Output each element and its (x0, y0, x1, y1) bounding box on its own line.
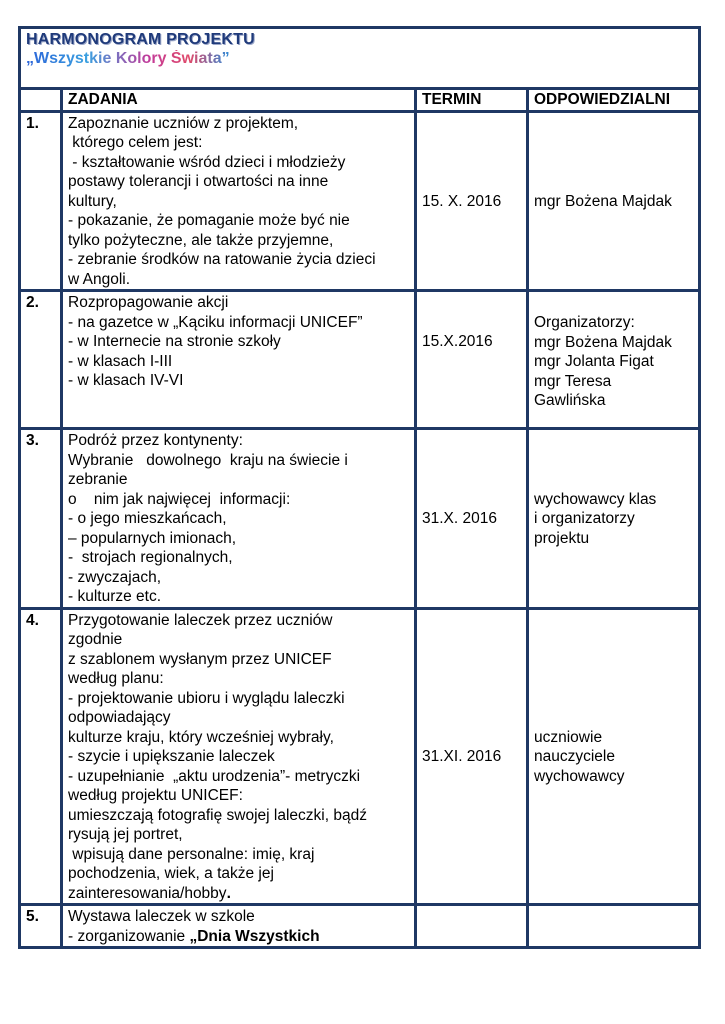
header-num-cell (20, 89, 62, 112)
title-cell (20, 28, 700, 89)
responsible-cell (528, 291, 700, 429)
date-cell: 31.XI. 2016 (416, 608, 528, 905)
table-row (20, 111, 700, 291)
document-page (18, 26, 698, 949)
task-line: - szycie i upiększanie laleczek (68, 748, 275, 765)
responsible-cell (528, 111, 700, 291)
task-line-text: - zorganizowanie (68, 927, 190, 945)
row-number: 3. (20, 429, 62, 609)
task-line: - w klasach IV-VI (68, 372, 184, 389)
responsible-line: Organizatorzy: (534, 314, 635, 331)
table-row (20, 291, 700, 429)
responsible-cell (528, 905, 700, 948)
task-line: z szablonem wysłanym przez UNICEF (68, 650, 332, 668)
task-line: rysują jej portret, (68, 826, 183, 843)
title-row (20, 28, 700, 89)
responsible-line: nauczyciele (534, 748, 615, 765)
responsible-line: wychowawcy klas (534, 490, 657, 508)
row-number: 1. (20, 111, 62, 291)
table-row (20, 429, 700, 609)
task-line: - uzupełnianie „aktu urodzenia”- metryczki (68, 767, 361, 785)
responsible-line: mgr Bożena Majdak (534, 192, 672, 210)
date-cell: 15. X. 2016 (416, 111, 528, 291)
schedule-table (18, 26, 701, 949)
task-line: - kształtowanie wśród dzieci i młodzieży (68, 153, 346, 171)
task-line: Przygotowanie laleczek przez uczniów (68, 611, 333, 629)
task-line (68, 927, 409, 947)
task-cell (62, 429, 416, 609)
date-text: 15.X.2016 (422, 333, 493, 350)
task-line: - strojach regionalnych, (68, 549, 233, 566)
row-number: 5. (20, 905, 62, 948)
task-cell (62, 608, 416, 905)
task-line-end: . (226, 884, 231, 902)
table-row (20, 608, 700, 905)
task-line: o nim jak najwięcej informacji: (68, 490, 291, 508)
document-title: HARMONOGRAM PROJEKTU (26, 31, 255, 48)
responsible-line: projektu (534, 529, 590, 547)
task-line: - zwyczajach, (68, 568, 162, 586)
task-line: zgodnie (68, 631, 123, 648)
table-row (20, 905, 700, 948)
responsible-line: uczniowie (534, 728, 603, 746)
header-date: TERMIN (416, 89, 528, 112)
task-line: - kulturze etc. (68, 588, 162, 605)
task-line: Podróż przez kontynenty: (68, 432, 243, 449)
task-line-text: zainteresowania/hobby (68, 884, 227, 902)
task-line: - pokazanie, że pomaganie może być nie (68, 212, 350, 229)
task-line: - o jego mieszkańcach, (68, 510, 227, 527)
task-line-bold: „Dnia Wszystkich (189, 927, 320, 945)
header-tasks: ZADANIA (62, 89, 416, 112)
task-line: w Angoli. (68, 270, 131, 288)
task-line: którego celem jest: (68, 134, 203, 151)
task-line: Wystawa laleczek w szkole (68, 908, 255, 925)
task-line: – popularnych imionach, (68, 529, 237, 547)
responsible-line: mgr Bożena Majdak (534, 333, 672, 351)
task-line: odpowiadający (68, 709, 171, 726)
responsible-line: mgr Teresa (534, 372, 612, 390)
task-line: Rozpropagowanie akcji (68, 294, 229, 311)
responsible-line: wychowawcy (534, 767, 625, 785)
task-line: - na gazetce w „Kąciku informacji UNICEF” (68, 313, 363, 331)
responsible-cell (528, 429, 700, 609)
task-line: umieszczają fotografię swojej laleczki, bądź (68, 806, 367, 824)
task-line: według planu: (68, 670, 164, 687)
date-cell (416, 291, 528, 429)
task-line: tylko pożyteczne, ale także przyjemne, (68, 231, 334, 249)
project-name: „Wszystkie Kolory Świata” (26, 50, 230, 67)
task-line: kultury, (68, 192, 117, 210)
task-line-last (68, 884, 409, 904)
task-line: Zapoznanie uczniów z projektem, (68, 114, 299, 132)
task-line: zebranie (68, 471, 128, 488)
row-number: 2. (20, 291, 62, 429)
header-responsible: ODPOWIEDZIALNI (528, 89, 700, 112)
task-line: - zebranie środków na ratowanie życia dzieci (68, 251, 376, 268)
task-line: postawy tolerancji i otwartości na inne (68, 173, 329, 190)
responsible-line: i organizatorzy (534, 510, 635, 527)
responsible-line: Gawlińska (534, 392, 606, 409)
date-cell (416, 905, 528, 948)
responsible-line: mgr Jolanta Figat (534, 353, 654, 370)
task-line: pochodzenia, wiek, a także jej (68, 865, 274, 882)
task-line: - w Internecie na stronie szkoły (68, 333, 281, 350)
task-line: Wybranie dowolnego kraju na świecie i (68, 451, 348, 469)
task-line: kulturze kraju, który wcześniej wybrały, (68, 728, 334, 746)
task-line: - w klasach I-III (68, 352, 173, 370)
task-cell (62, 111, 416, 291)
task-line: - projektowanie ubioru i wyglądu laleczki (68, 689, 345, 707)
task-line: według projektu UNICEF: (68, 787, 243, 804)
task-cell (62, 291, 416, 429)
task-cell (62, 905, 416, 948)
header-row (20, 89, 700, 112)
date-cell: 31.X. 2016 (416, 429, 528, 609)
responsible-cell (528, 608, 700, 905)
row-number: 4. (20, 608, 62, 905)
task-line: wpisują dane personalne: imię, kraj (68, 845, 315, 863)
